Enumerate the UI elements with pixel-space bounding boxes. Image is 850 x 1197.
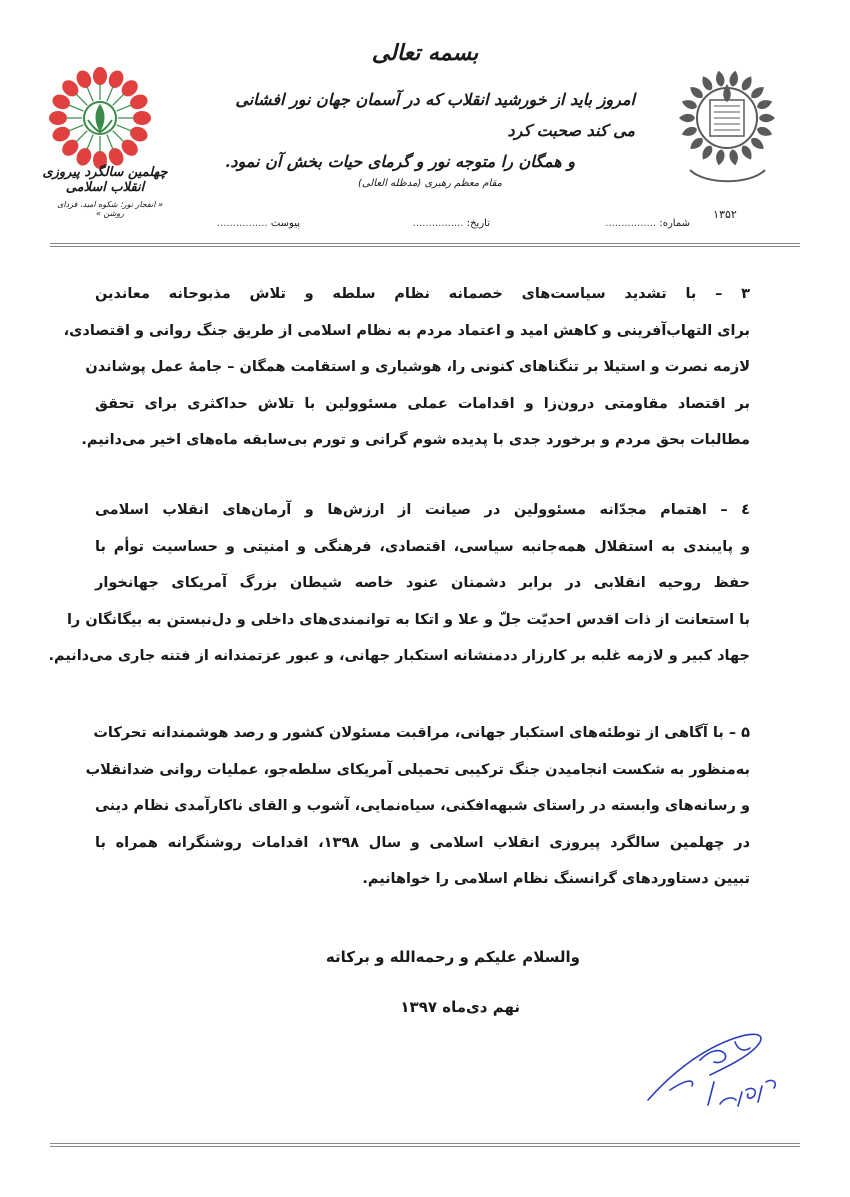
paragraph-line: ٤ – اهتمام مجدّانه مسئوولین در صیانت از ارزش‌ها و آرمان‌های انقلاب اسلامی bbox=[95, 502, 750, 518]
number-dots: ................ bbox=[605, 218, 657, 229]
emblem-ray bbox=[688, 135, 706, 152]
quote-attribution: مقام معظم رهبری (مدظله العالی) bbox=[358, 178, 502, 189]
paragraph-5 bbox=[85, 715, 751, 898]
tulip-stem bbox=[113, 131, 124, 142]
tulip-stem bbox=[69, 105, 84, 111]
paragraph-line: لازمه نصرت و استیلا بر تنگناهای کنونی را، هوشیاری و استقامت همگان – جامهٔ عمل پوشاندن bbox=[85, 359, 750, 375]
paragraph-line: با استعانت از ذات اقدس احدیّت جلّ و علا و اتکا به توانمندی‌های داخلی و دل‌نبستن به بیگانگان را bbox=[66, 611, 750, 628]
anniversary-caption: چهلمین سالگرد پیروزی انقلاب اسلامی bbox=[42, 165, 168, 195]
tulip-stem bbox=[69, 125, 84, 131]
date-dots: ................ bbox=[412, 218, 464, 229]
tulip-stem bbox=[76, 131, 87, 142]
paragraph-line: مطالبات بحق مردم و برخورد جدی با پدیده شوم گرانی و تورم بی‌سابقه ماه‌های اخیر می‌دانیم. bbox=[81, 432, 750, 448]
paragraph-line: برای التهاب‌آفرینی و کاهش امید و اعتماد مردم به نظام اسلامی از طریق جنگ روانی و اقتصادی، bbox=[63, 322, 750, 339]
bismillah-heading: بسمه تعالی bbox=[371, 40, 479, 66]
paragraph-line: ۵ – با آگاهی از توطئه‌های استکبار جهانی، مراقبت مسئولان کشور و رصد هوشمندانه تحرکات bbox=[93, 725, 750, 741]
paragraph-line: بر اقتصاد مقاومتی درون‌زا و اقدامات عملی مسئوولین با تلاش حداکثری برای تحقق bbox=[95, 395, 750, 412]
paragraph-4 bbox=[48, 492, 750, 675]
tulip-petal bbox=[93, 67, 107, 85]
closing-salutation: والسلام علیکم و رحمه‌الله و برکاته bbox=[325, 948, 580, 966]
paragraph-line: حفظ روحیه انقلابی در برابر دشمنان عنود خاصه شیطان بزرگ آمریکای جهانخوار bbox=[95, 575, 750, 591]
attachment-field bbox=[217, 218, 300, 229]
emblem-ray bbox=[699, 74, 714, 92]
quote-line-1: امروز باید از خورشید انقلاب که در آسمان جهان نور افشانی می کند صحبت کرد bbox=[235, 90, 635, 140]
attachment-dots: ................ bbox=[216, 218, 268, 229]
tulip-stem bbox=[87, 87, 93, 102]
tulip-petal bbox=[49, 111, 67, 125]
emblem-ray bbox=[679, 114, 695, 122]
date-field: تاریخ: ................ bbox=[412, 218, 490, 229]
header-divider bbox=[50, 243, 800, 247]
tulip-stem bbox=[107, 87, 113, 102]
tulip-stem bbox=[117, 125, 132, 131]
paragraph-line: جهاد کبیر و لازمه غلبه بر کارزار ددمنشانه استکبار جهانی، و عبور عزتمندانه از فتنه جاری می‌دانیم. bbox=[48, 648, 750, 664]
paragraph-line: تبیین دستاوردهای گرانسنگ نظام اسلامی را خواهانیم. bbox=[362, 871, 750, 887]
emblem-ray bbox=[715, 149, 726, 166]
paragraph-line: در چهلمین سالگرد پیروزی انقلاب اسلامی و سال ۱۳۹۸، اقدامات روشنگرانه همراه با bbox=[95, 834, 751, 851]
emblem-ray bbox=[688, 84, 706, 101]
emblem-ray bbox=[739, 74, 754, 92]
emblem-ray bbox=[759, 114, 775, 122]
tulip-emblem-icon bbox=[30, 60, 165, 180]
handwritten-signature bbox=[640, 1020, 800, 1120]
emblem-ray bbox=[756, 98, 774, 111]
tulip-stem bbox=[113, 94, 124, 105]
anniversary-slogan: « انفجار نور؛ شکوه امید، فردای روشن » bbox=[57, 200, 163, 218]
letter-meta-row bbox=[150, 218, 690, 234]
quote-line-2: و همگان را متوجه نور و گرمای حیات بخش آن نمود. bbox=[224, 152, 575, 171]
number-label: شماره bbox=[662, 218, 690, 229]
paragraph-3 bbox=[63, 276, 750, 459]
council-logo bbox=[670, 60, 785, 200]
paragraph-line: و رسانه‌های وابسته در راستای شبهه‌افکنی، سیاه‌نمایی، آشوب و القای ناکارآمدی نظام دینی bbox=[95, 798, 750, 814]
emblem-ray bbox=[728, 70, 739, 87]
footer-divider bbox=[50, 1143, 800, 1147]
letter-date: نهم دی‌ماه ۱۳۹۷ bbox=[400, 998, 520, 1016]
emblem-ray bbox=[680, 125, 698, 138]
paragraph-line: به‌منظور به شکست انجامیدن جنگ ترکیبی تحمیلی آمریکای سلطه‌جو، عملیات روانی ضدانقلاب bbox=[85, 761, 750, 778]
tulip-stem bbox=[76, 94, 87, 105]
paragraph-line: و پایبندی به استقلال همه‌جانبه سیاسی، اقتصادی، فرهنگی و امنیتی و حساسیت توأم با bbox=[95, 538, 750, 555]
council-emblem-icon bbox=[670, 60, 785, 200]
council-year: ۱۳۵۲ bbox=[713, 208, 737, 221]
tulip-stem bbox=[107, 135, 113, 150]
emblem-ray bbox=[715, 70, 726, 87]
tulip-stem bbox=[117, 105, 132, 111]
emblem-ray bbox=[728, 149, 739, 166]
signature-icon bbox=[640, 1020, 800, 1120]
emblem-ray bbox=[699, 144, 714, 162]
tulip-petal bbox=[133, 111, 151, 125]
emblem-ray bbox=[756, 125, 774, 138]
attachment-label: پیوست bbox=[270, 218, 300, 229]
paragraph-line: ۳ – با تشدید سیاست‌های خصمانه نظام سلطه و تلاش مذبوحانه معاندین bbox=[95, 286, 750, 302]
number-field: شماره: ................ bbox=[605, 218, 690, 229]
emblem-ray bbox=[680, 98, 698, 111]
emblem-ray bbox=[749, 135, 767, 152]
date-label: تاریخ bbox=[470, 218, 490, 229]
emblem-ray bbox=[739, 144, 754, 162]
leader-quote bbox=[215, 84, 635, 177]
emblem-ray bbox=[749, 84, 767, 101]
tulip-stem bbox=[87, 135, 93, 150]
anniversary-logo bbox=[30, 60, 165, 180]
